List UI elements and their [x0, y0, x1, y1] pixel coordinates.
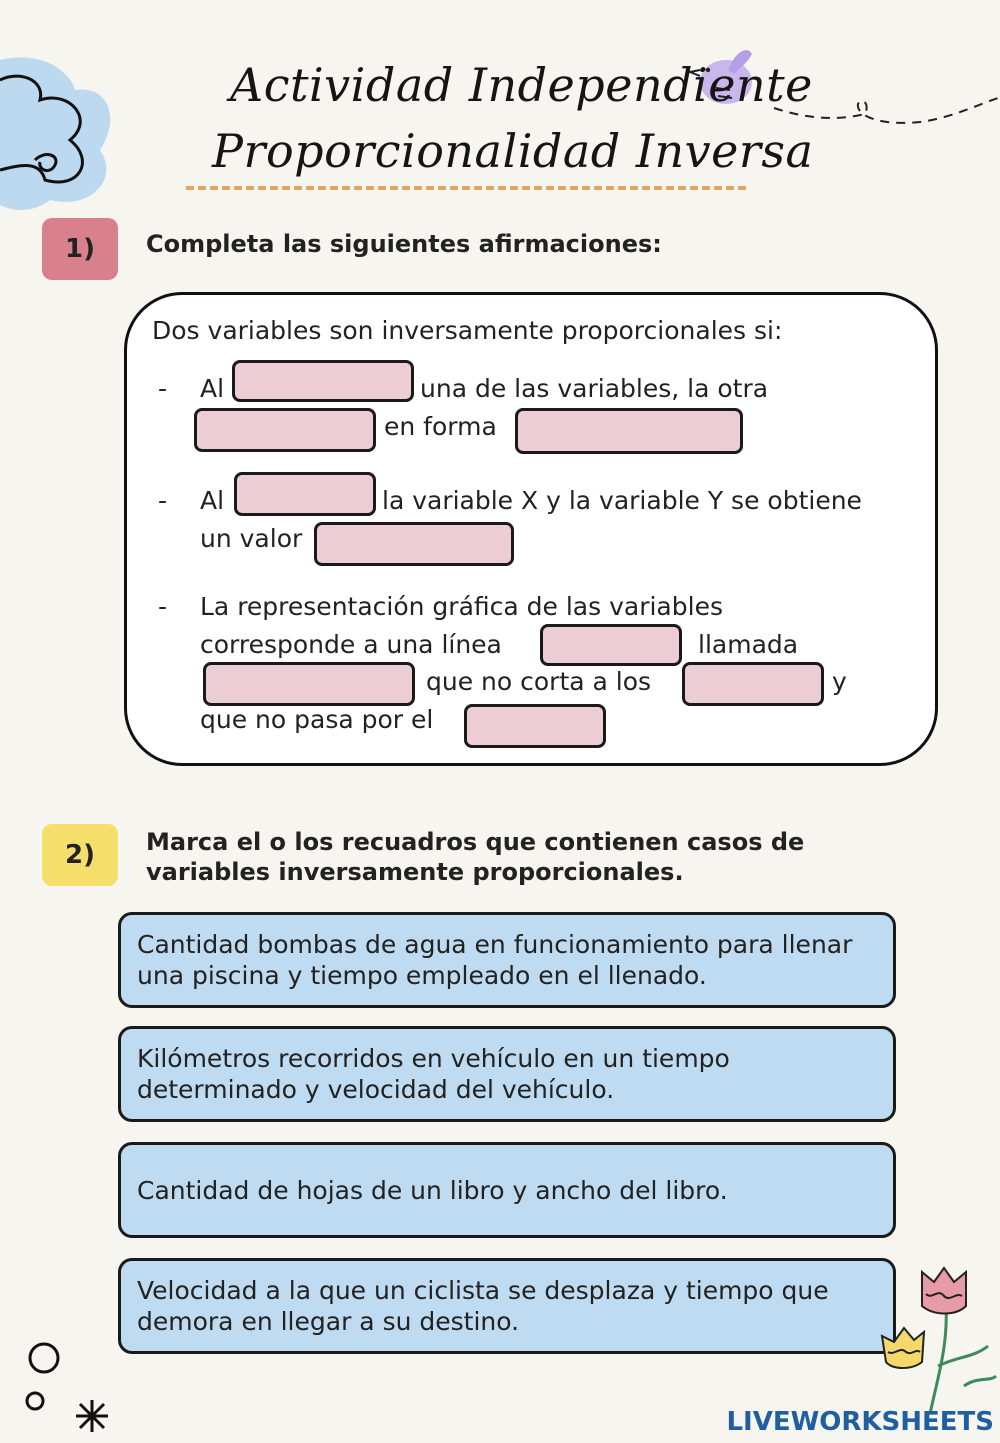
s1-text-b: en forma	[384, 412, 497, 441]
bullet-3: -	[158, 592, 168, 621]
blank-2[interactable]	[194, 408, 376, 452]
blank-8[interactable]	[682, 662, 824, 706]
section-1-badge: 1)	[42, 218, 118, 280]
blank-1[interactable]	[232, 360, 414, 402]
s3-text-a: La representación gráfica de las variables	[200, 592, 723, 621]
section-2-heading-line-1: Marca el o los recuadros que contienen casos de	[146, 828, 805, 856]
blank-3[interactable]	[515, 408, 743, 454]
cloud-doodle-icon	[0, 40, 130, 220]
s3-text-e: y	[832, 667, 847, 696]
s1-text-a: una de las variables, la otra	[420, 374, 769, 403]
small-circle-doodle-icon	[24, 1390, 46, 1412]
s2-text-a: la variable X y la variable Y se obtiene	[382, 486, 862, 515]
blank-5[interactable]	[314, 522, 514, 566]
title-line-2: Proporcionalidad Inversa	[212, 124, 814, 178]
section-2-heading-line-2: variables inversamente proporcionales.	[146, 858, 684, 886]
option-2[interactable]: Kilómetros recorridos en vehículo en un tiempo determinado y velocidad del vehículo.	[118, 1026, 896, 1122]
s1-al: Al	[200, 374, 225, 403]
s2-text-b: un valor	[200, 524, 303, 553]
blank-9[interactable]	[464, 704, 606, 748]
bullet-1: -	[158, 374, 168, 403]
liveworksheets-logo: LIVEWORKSHEETS	[726, 1407, 994, 1437]
blank-4[interactable]	[234, 472, 376, 516]
option-4[interactable]: Velocidad a la que un ciclista se desplaza y tiempo que demora en llegar a su destino.	[118, 1258, 896, 1354]
flower-icon	[878, 1266, 998, 1416]
circle-doodle-icon	[26, 1340, 62, 1376]
option-1[interactable]: Cantidad bombas de agua en funcionamiento para llenar una piscina y tiempo empleado en el llenado.	[118, 912, 896, 1008]
s3-text-f: que no pasa por el	[200, 705, 434, 734]
blank-7[interactable]	[203, 662, 415, 706]
blank-6[interactable]	[540, 624, 682, 666]
option-3[interactable]: Cantidad de hojas de un libro y ancho del libro.	[118, 1142, 896, 1238]
bullet-2: -	[158, 486, 168, 515]
s2-al: Al	[200, 486, 225, 515]
s3-text-b: corresponde a una línea	[200, 630, 502, 659]
title-line-1: Actividad Independiente	[230, 58, 813, 112]
section-2-badge: 2)	[42, 824, 118, 886]
statements-intro: Dos variables son inversamente proporcionales si:	[152, 316, 783, 345]
s3-text-c: llamada	[698, 630, 799, 659]
star-doodle-icon	[72, 1396, 112, 1436]
title-underline	[186, 186, 746, 190]
s3-text-d: que no corta a los	[426, 667, 652, 696]
section-1-heading: Completa las siguientes afirmaciones:	[146, 230, 662, 258]
